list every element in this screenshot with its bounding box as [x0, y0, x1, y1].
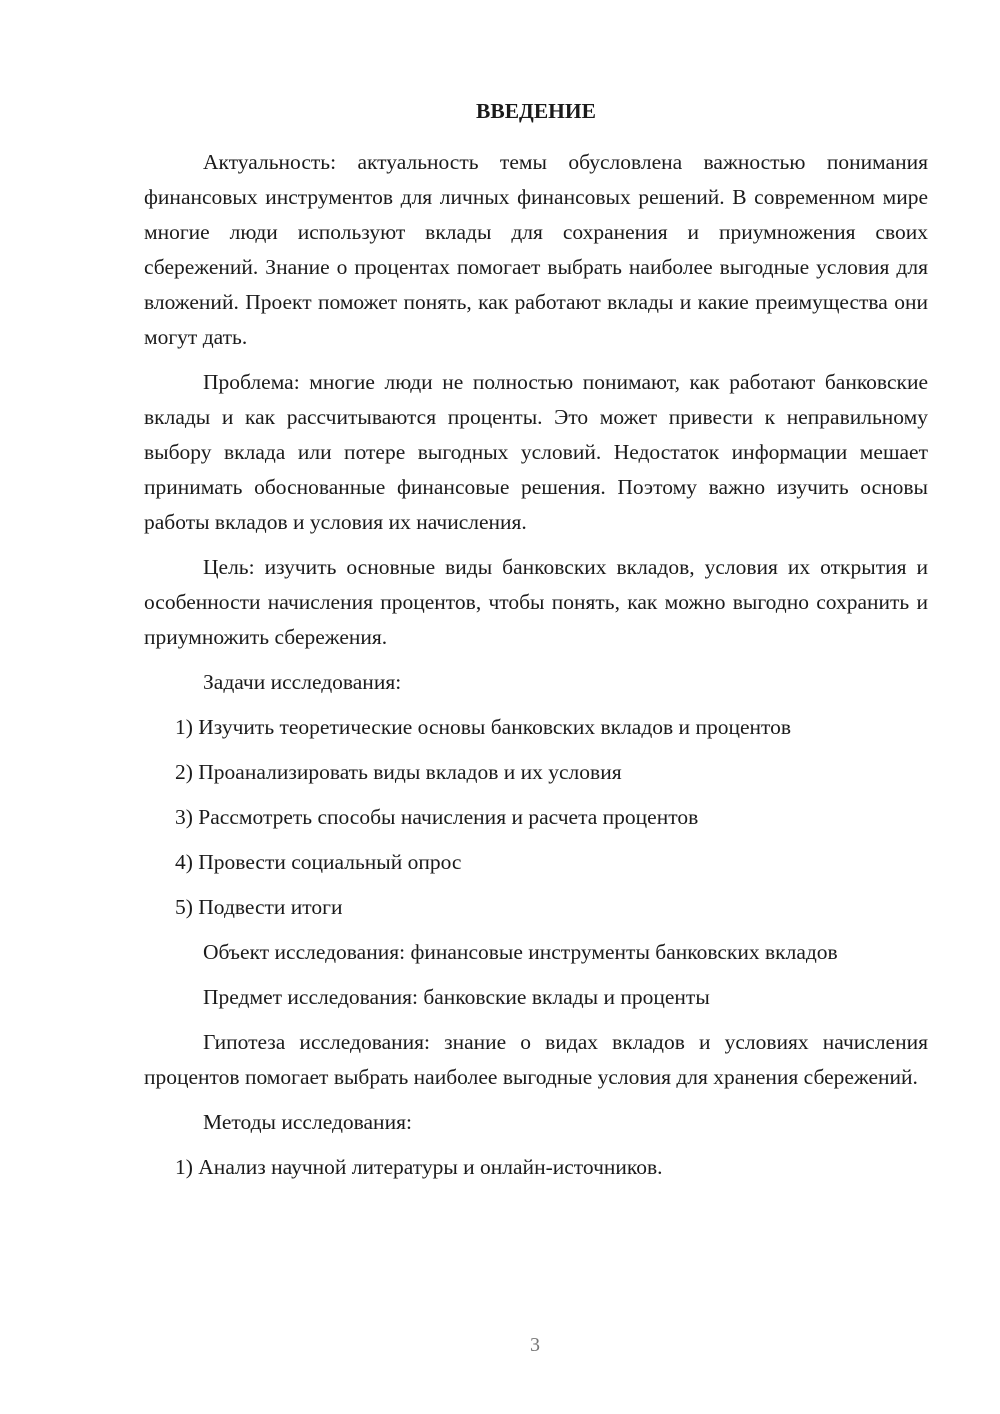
- tasks-heading: Задачи исследования:: [203, 670, 402, 694]
- page-title: ВВЕДЕНИЕ: [476, 99, 596, 123]
- task-item: 5) Подвести итоги: [175, 895, 343, 919]
- task-item: 3) Рассмотреть способы начисления и расчета процентов: [175, 805, 699, 829]
- task-item: 2) Проанализировать виды вкладов и их условия: [175, 760, 622, 784]
- hypothesis-paragraph: Гипотеза исследования: знание о видах вкладов и условиях начисления процентов помогает выбрать наиболее выгодные условия для хранения сбережений.: [144, 1030, 928, 1089]
- page-number: 3: [530, 1334, 540, 1356]
- task-item: 1) Изучить теоретические основы банковских вкладов и процентов: [175, 715, 792, 739]
- object-paragraph: Объект исследования: финансовые инструменты банковских вкладов: [203, 940, 838, 964]
- methods-heading: Методы исследования:: [203, 1110, 412, 1134]
- goal-paragraph: Цель: изучить основные виды банковских вкладов, условия их открытия и особенности начисления процентов, чтобы понять, как можно выгодно сохранить и приумножить сбережения.: [144, 555, 928, 649]
- problem-paragraph: Проблема: многие люди не полностью понимают, как работают банковские вклады и как рассчитываются проценты. Это может привести к неправильному выбору вклада или потере выгодных условий. Недостаток информации мешает принимать обоснованные финансовые решения. Поэтому важно изучить основы работы вкладов и условия их начисления.: [144, 370, 928, 534]
- page-content: [144, 97, 928, 1195]
- task-item: 4) Провести социальный опрос: [175, 850, 462, 874]
- method-item: 1) Анализ научной литературы и онлайн-источников.: [175, 1155, 663, 1179]
- subject-paragraph: Предмет исследования: банковские вклады и проценты: [203, 985, 710, 1009]
- relevance-paragraph: Актуальность: актуальность темы обусловлена важностью понимания финансовых инструментов для личных финансовых решений. В современном мире многие люди используют вклады для сохранения и приумножения своих сбережений. Знание о процентах помогает выбрать наиболее выгодные условия для вложений. Проект поможет понять, как работают вклады и какие преимущества они могут дать.: [144, 150, 928, 349]
